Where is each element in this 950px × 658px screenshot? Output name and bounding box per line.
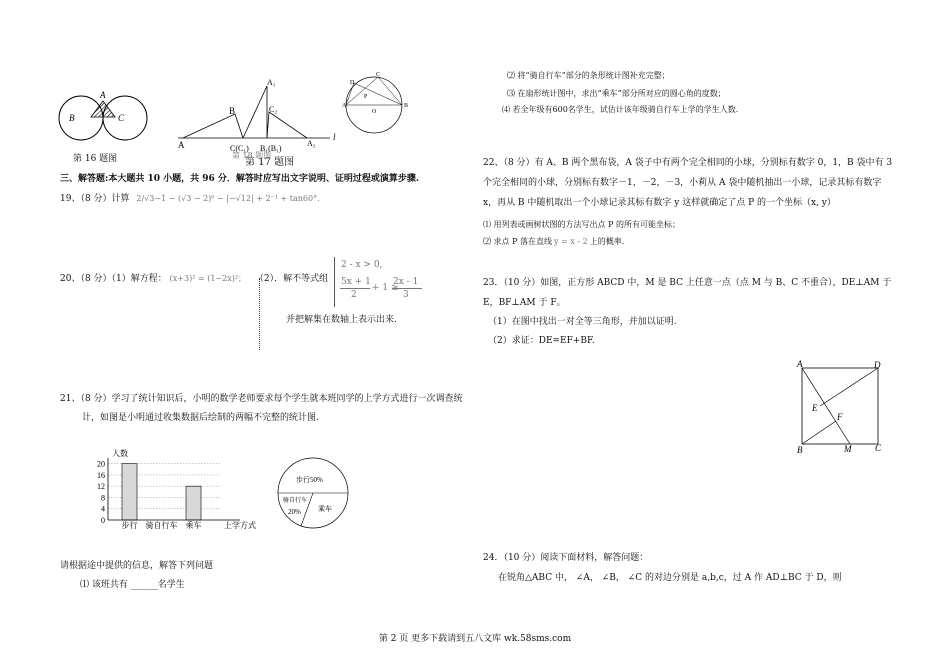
- q21-sub-2: ⑵ 将“骑自行车”部分的条形统计图补充完整；: [507, 71, 670, 80]
- y-tick-label: 16: [97, 470, 105, 480]
- label-c2: C₂: [269, 105, 278, 114]
- pie-chart: [276, 456, 350, 530]
- triangle-2: [243, 86, 267, 138]
- q20-part2: （2）．解不等式组: [254, 274, 329, 284]
- bar-1: [122, 464, 137, 520]
- q22-line-2: 个完全相同的小球，分别标有数字－1，－2，－3，小莉从 A 袋中随机抽出一小球，记录其标有数字: [483, 178, 882, 188]
- q20-system-mid: + 1 ≥: [372, 283, 399, 293]
- label-f: F: [837, 412, 843, 422]
- label-a: A: [178, 140, 185, 150]
- triangle-3: [267, 112, 307, 138]
- q20-system-num1: 5x + 1: [341, 277, 371, 287]
- circle-c: [103, 96, 147, 140]
- y-tick-label: 0: [101, 516, 105, 525]
- label-o: O: [372, 109, 377, 115]
- pie-label-walk: 步行50%: [296, 476, 323, 484]
- q20-system-num2: 2x - 1: [393, 277, 419, 287]
- triangle-1: [183, 114, 243, 138]
- y-axis-label: 人数: [112, 449, 128, 458]
- segment-am: [802, 368, 850, 444]
- y-tick-label: 8: [101, 493, 105, 503]
- q23-line-2: E，BF⊥AM 于 F。: [483, 298, 566, 308]
- label-a: A: [342, 103, 347, 109]
- y-tick-label: 20: [97, 459, 105, 469]
- q22-line-3: x，再从 B 中随机取出一个小球记录其标有数字 y 这样就确定了点 P 的一个坐标（x, y）: [483, 198, 836, 208]
- label-b: B: [404, 103, 409, 109]
- x-axis-label: 上学方式: [224, 521, 256, 530]
- q21-sub-1: ⑴ 该班共有 ______名学生: [80, 580, 185, 590]
- q24-line-2: 在锐角△ABC 中， ∠A， ∠B， ∠C 的对边分别是 a,b,c，过 A 作 AD⊥BC 于 D，则: [498, 573, 842, 583]
- y-tick-label: 4: [101, 504, 105, 514]
- figure-17-caption: 第 17 题图: [245, 157, 295, 168]
- section-3-title: 三、解答题:: [60, 174, 109, 184]
- label-a2: A₂: [307, 139, 316, 148]
- label-a: A: [100, 90, 106, 100]
- q19-label: 19、（8 分）计算: [60, 194, 130, 204]
- label-b: B: [229, 106, 236, 116]
- bar-3: [186, 486, 201, 520]
- q20-system-line1: 2 - x > 0,: [341, 260, 383, 270]
- q19-expression: 2/√3−1 − (√3 − 2)⁰ − |−√12| + 2⁻¹ + tan60°.: [136, 194, 320, 203]
- q22-sub-2: ⑵ 求点 P 落在直线 y = x - 2 上的概率.: [483, 237, 625, 246]
- q20-system-den2: 3: [403, 290, 409, 300]
- q21-line-2: 计，如图是小明通过收集数据后绘制的两幅不完整的统计图.: [82, 413, 319, 423]
- label-c: C: [376, 72, 381, 78]
- pie-label-bike: 骑自行车: [283, 498, 308, 504]
- label-p: P: [364, 94, 368, 100]
- label-l: l: [333, 132, 336, 142]
- question-20-label: 20、（8 分）（1）解方程： (x+3)² = (1−2x)²； （2）．解不等式组: [60, 274, 329, 284]
- question-19: [60, 193, 320, 205]
- q24-line-1: 24．（10 分）阅读下面材料，解答问题：: [483, 553, 649, 563]
- line-equation: y = x - 2: [554, 237, 588, 246]
- label-c: C(C₁): [230, 144, 249, 153]
- figure-16-caption: 第 16 题图: [73, 154, 118, 164]
- q22-line-1: 22、（8 分）有 A、B 两个黑布袋，A 袋子中有两个完全相同的小球，分别标有数字 0，1，B 袋中有 3: [483, 158, 893, 168]
- bar-chart: [90, 444, 260, 534]
- q21-line-1: 21、（8 分）学习了统计知识后，小明的数学老师要求每个学生就本班同学的上学方式进行一次调查统: [60, 394, 463, 404]
- category-label: 骑自行车: [145, 521, 178, 530]
- y-tick-label: 12: [97, 482, 105, 492]
- label-c: C: [875, 443, 882, 453]
- section-3-heading: [60, 173, 419, 185]
- segment-de: [820, 368, 878, 406]
- q21-intro: 请根据途中提供的信息，解答下列问题: [60, 561, 214, 571]
- figure-18: [342, 70, 414, 130]
- page-footer: 第 2 页 更多下载请到五八文库 wk.58sms.com: [378, 634, 572, 644]
- pie-label-bike-pct: 20%: [288, 508, 301, 516]
- label-a: A: [797, 359, 803, 369]
- circle-b: [59, 96, 103, 140]
- q20-equation: (x+3)² = (1−2x)²；: [169, 274, 247, 283]
- q23-line-1: 23．（10 分）如图，正方形 ABCD 中，M 是 BC 上任意一点（点 M 与 B、C 不重合），DE⊥AM 于: [483, 278, 892, 288]
- category-label: 步行: [121, 521, 138, 530]
- label-m: M: [844, 444, 852, 454]
- figure-16: [55, 88, 155, 148]
- pie-label-bus: 乘车: [318, 505, 332, 513]
- q23-sub-1: （1）在图中找出一对全等三角形，并加以证明.: [488, 317, 677, 327]
- label-d: D: [874, 360, 881, 370]
- label-c: C: [118, 113, 125, 123]
- label-b: B: [797, 445, 803, 455]
- category-label: 乘车: [185, 521, 202, 530]
- label-d: D: [350, 80, 355, 86]
- q23-sub-2: （2）求证：DE=EF+BF.: [488, 336, 595, 346]
- figure-18-caption: 第 18 题图: [232, 151, 272, 160]
- dotted-divider: [259, 278, 260, 350]
- figure-23: [792, 358, 892, 458]
- q20-system-den1: 2: [351, 290, 357, 300]
- label-a1: A₁: [267, 78, 276, 87]
- q21-sub-4: ⑷ 若全年级有600名学生，试估计该年级骑自行车上学的学生人数.: [502, 105, 739, 114]
- figure-17: [175, 76, 345, 156]
- q21-sub-3: ⑶ 在扇形统计图中，求出“乘车”部分所对应的圆心角的度数；: [507, 89, 726, 98]
- q20-note: 并把解集在数轴上表示出来.: [286, 315, 397, 325]
- label-b1: B₁(B₁): [260, 144, 282, 153]
- label-e: E: [812, 403, 818, 413]
- label-b: B: [69, 113, 75, 123]
- section-3-text: 本大题共 10 小题，共 96 分．解答时应写出文字说明、证明过程或演算步骤.: [108, 174, 420, 184]
- shaded-region: [91, 101, 115, 117]
- segment-bf: [802, 421, 836, 444]
- q22-sub-1: ⑴ 用列表或画树状图的方法写出点 P 的所有可能坐标；: [483, 220, 681, 229]
